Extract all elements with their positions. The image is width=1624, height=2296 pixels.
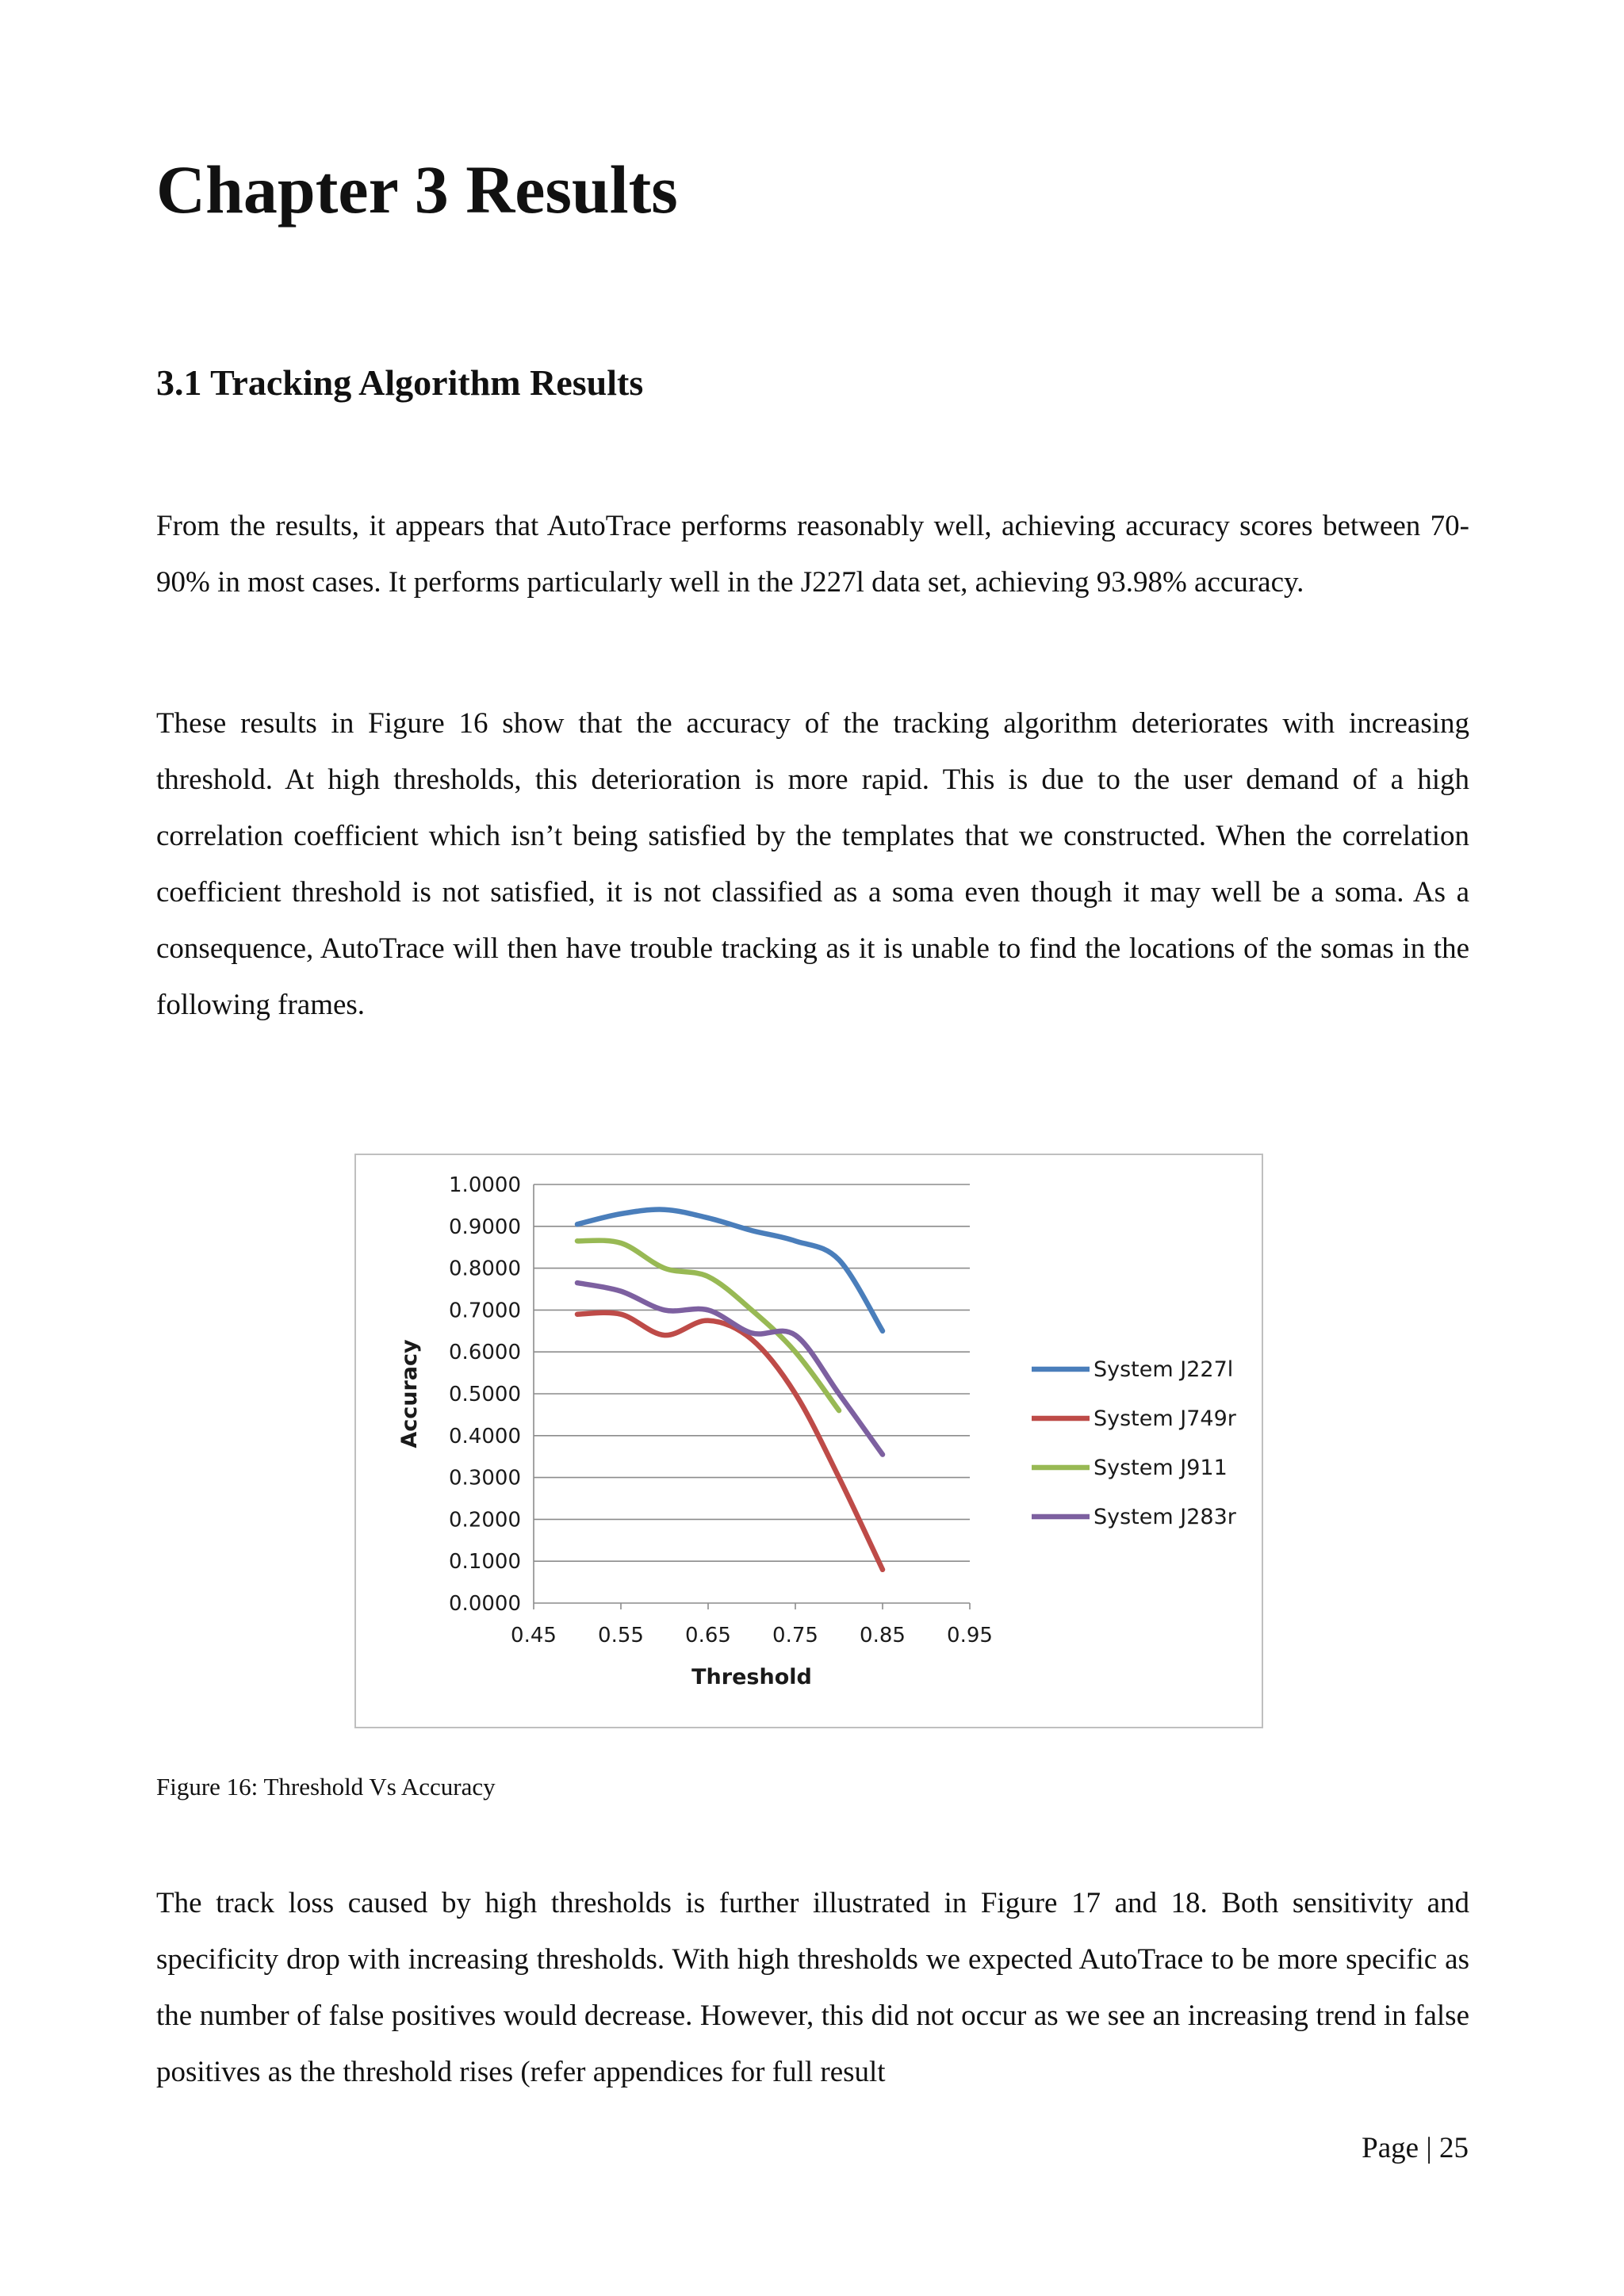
- page-separator: |: [1426, 2132, 1432, 2164]
- figure-caption: Figure 16: Threshold Vs Accuracy: [156, 1773, 496, 1800]
- legend-label-system-j911: System J911: [1094, 1456, 1228, 1480]
- page-label: Page: [1362, 2132, 1419, 2164]
- y-tick-label: 0.5000: [449, 1383, 521, 1406]
- page-footer: [1362, 2131, 1469, 2165]
- y-tick-label: 0.3000: [449, 1466, 521, 1490]
- y-tick-label: 0.4000: [449, 1424, 521, 1448]
- y-tick-label: 1.0000: [449, 1173, 521, 1197]
- legend-label-system-j227l: System J227l: [1094, 1357, 1234, 1382]
- paragraph-1: From the results, it appears that AutoTrace performs reasonably well, achieving accuracy scores between 70-90% in most cases. It performs particularly well in the J227l data set, achieving 93.98% accuracy.: [156, 510, 1469, 599]
- x-tick-label: 0.45: [511, 1624, 557, 1647]
- chart-frame: [354, 1154, 1263, 1728]
- legend-label-system-j283r: System J283r: [1094, 1505, 1236, 1529]
- y-tick-label: 0.0000: [449, 1592, 521, 1616]
- y-tick-label: 0.9000: [449, 1215, 521, 1239]
- series-line-system-j283r: [577, 1283, 883, 1455]
- y-tick-label: 0.6000: [449, 1341, 521, 1365]
- x-tick-label: 0.95: [947, 1624, 993, 1647]
- x-tick-label: 0.85: [860, 1624, 906, 1647]
- y-tick-label: 0.7000: [449, 1299, 521, 1323]
- y-tick-label: 0.8000: [449, 1257, 521, 1281]
- y-tick-label: 0.2000: [449, 1508, 521, 1533]
- x-tick-label: 0.65: [685, 1624, 731, 1647]
- y-axis-title: Accuracy: [397, 1339, 422, 1448]
- x-tick-label: 0.55: [598, 1624, 644, 1647]
- series-line-system-j911: [577, 1241, 839, 1411]
- paragraph-3: The track loss caused by high thresholds is further illustrated in Figure 17 and 18. Both sensitivity and specificity drop with increasing thresholds. With high thresholds we expected AutoTrace to be more specific as the number of false positives would decrease. However, this did not occur as we see an increasing trend in false positives as the threshold rises (refer appendices for full result: [156, 1887, 1469, 2088]
- paragraph-2: These results in Figure 16 show that the accuracy of the tracking algorithm deteriorates with increasing threshold. At high thresholds, this deterioration is more rapid. This is due to the user demand of a high correlation coefficient which isn’t being satisfied by the templates that we constructed. When the correlation coefficient threshold is not satisfied, it is not classified as a soma even though it may well be a soma. As a consequence, AutoTrace will then have trouble tracking as it is unable to find the locations of the somas in the following frames.: [156, 707, 1469, 1021]
- threshold-accuracy-chart: [356, 1155, 1262, 1727]
- x-axis-title: Threshold: [691, 1665, 812, 1689]
- series-line-system-j749r: [577, 1313, 883, 1570]
- y-tick-label: 0.1000: [449, 1550, 521, 1575]
- x-tick-label: 0.75: [772, 1624, 818, 1647]
- page-number: 25: [1439, 2132, 1469, 2164]
- chapter-title: Chapter 3 Results: [156, 151, 678, 228]
- legend-label-system-j749r: System J749r: [1094, 1406, 1236, 1431]
- section-title: 3.1 Tracking Algorithm Results: [156, 362, 644, 403]
